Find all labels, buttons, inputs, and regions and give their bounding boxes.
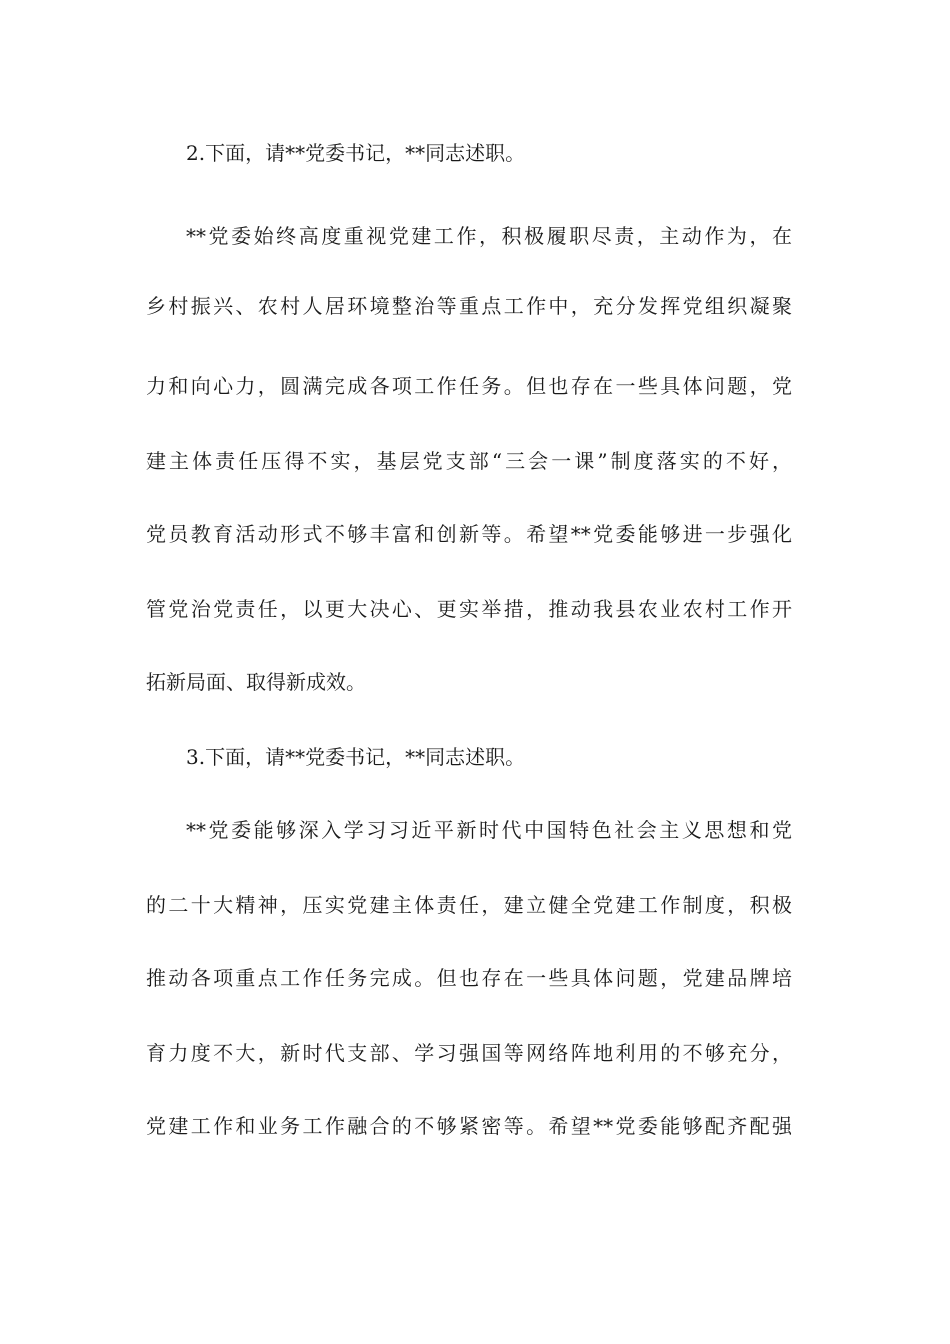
paragraph-line: 党建工作和业务工作融合的不够紧密等。希望**党委能够配齐配强 bbox=[146, 1114, 792, 1138]
paragraph-line: 力和向心力，圆满完成各项工作任务。但也存在一些具体问题，党 bbox=[146, 374, 792, 398]
paragraph-heading-2: 2.下面，请**党委书记，**同志述职。 bbox=[186, 141, 526, 165]
paragraph-line: 管党治党责任，以更大决心、更实举措，推动我县农业农村工作开 bbox=[146, 597, 792, 621]
paragraph-line: 建主体责任压得不实，基层党支部“三会一课”制度落实的不好， bbox=[146, 449, 792, 473]
paragraph-line: 乡村振兴、农村人居环境整治等重点工作中，充分发挥党组织凝聚 bbox=[146, 294, 792, 318]
paragraph-line: 育力度不大，新时代支部、学习强国等网络阵地利用的不够充分， bbox=[146, 1041, 792, 1065]
paragraph-line: 拓新局面、取得新成效。 bbox=[146, 670, 366, 694]
paragraph-heading-3: 3.下面，请**党委书记，**同志述职。 bbox=[186, 745, 526, 769]
paragraph-line: 党员教育活动形式不够丰富和创新等。希望**党委能够进一步强化 bbox=[146, 522, 792, 546]
paragraph-line: 推动各项重点工作任务完成。但也存在一些具体问题，党建品牌培 bbox=[146, 966, 792, 990]
paragraph-line: 的二十大精神，压实党建主体责任，建立健全党建工作制度，积极 bbox=[146, 893, 792, 917]
paragraph-line: **党委始终高度重视党建工作，积极履职尽责，主动作为，在 bbox=[186, 224, 792, 248]
paragraph-line: **党委能够深入学习习近平新时代中国特色社会主义思想和党 bbox=[186, 818, 792, 842]
